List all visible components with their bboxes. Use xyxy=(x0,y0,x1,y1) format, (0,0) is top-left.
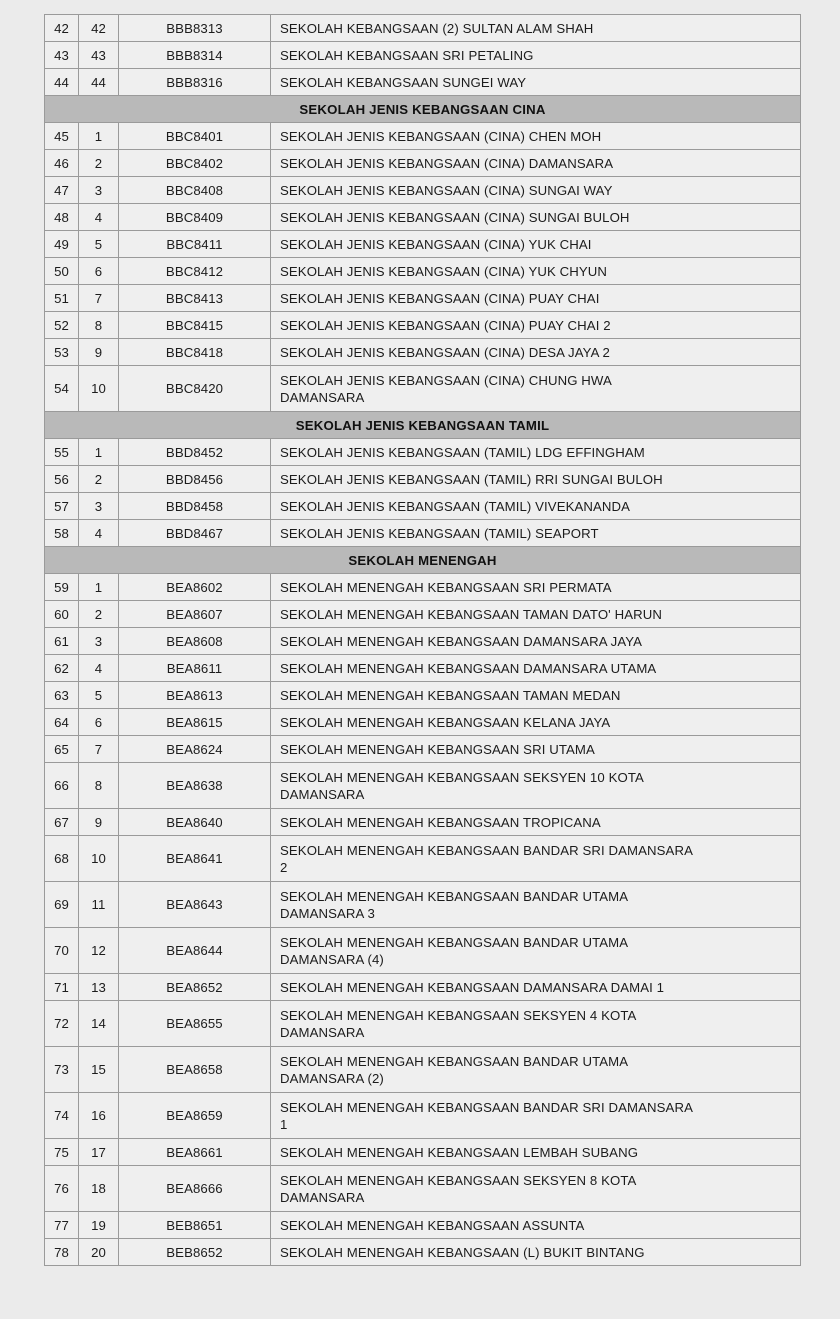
cell-school-code: BEA8643 xyxy=(119,882,271,928)
cell-school-code: BEA8659 xyxy=(119,1093,271,1139)
cell-sub-number: 4 xyxy=(79,655,119,682)
school-list-body xyxy=(45,15,801,1266)
cell-school-name: SEKOLAH MENENGAH KEBANGSAAN SRI UTAMA xyxy=(271,736,801,763)
cell-sub-number: 1 xyxy=(79,123,119,150)
cell-running-number: 68 xyxy=(45,836,79,882)
cell-school-code: BBC8413 xyxy=(119,285,271,312)
cell-running-number: 45 xyxy=(45,123,79,150)
cell-sub-number: 10 xyxy=(79,836,119,882)
cell-school-code: BBD8458 xyxy=(119,493,271,520)
table-row xyxy=(45,15,801,42)
cell-sub-number: 4 xyxy=(79,204,119,231)
cell-school-code: BBC8411 xyxy=(119,231,271,258)
cell-running-number: 77 xyxy=(45,1212,79,1239)
cell-school-code: BBD8452 xyxy=(119,439,271,466)
cell-school-code: BEA8624 xyxy=(119,736,271,763)
table-row xyxy=(45,312,801,339)
section-header-row xyxy=(45,96,801,123)
cell-sub-number: 2 xyxy=(79,466,119,493)
cell-school-name: SEKOLAH JENIS KEBANGSAAN (CINA) CHEN MOH xyxy=(271,123,801,150)
cell-running-number: 58 xyxy=(45,520,79,547)
section-header-row xyxy=(45,412,801,439)
cell-sub-number: 5 xyxy=(79,682,119,709)
cell-running-number: 71 xyxy=(45,974,79,1001)
cell-school-name: SEKOLAH MENENGAH KEBANGSAAN (L) BUKIT BINTANG xyxy=(271,1239,801,1266)
cell-running-number: 50 xyxy=(45,258,79,285)
cell-school-code: BBB8313 xyxy=(119,15,271,42)
cell-school-code: BEA8655 xyxy=(119,1001,271,1047)
table-row xyxy=(45,366,801,412)
section-header-label: SEKOLAH MENENGAH xyxy=(45,547,801,574)
section-header-label: SEKOLAH JENIS KEBANGSAAN TAMIL xyxy=(45,412,801,439)
school-name-line-2: DAMANSARA (2) xyxy=(280,1071,384,1086)
cell-school-name: SEKOLAH KEBANGSAAN SUNGEI WAY xyxy=(271,69,801,96)
school-name-line-2: DAMANSARA xyxy=(280,1025,365,1040)
school-name-line-1: SEKOLAH MENENGAH KEBANGSAAN BANDAR SRI DAMANSARA xyxy=(280,1100,693,1115)
table-row xyxy=(45,493,801,520)
cell-school-name: SEKOLAH JENIS KEBANGSAAN (CINA) PUAY CHAI 2 xyxy=(271,312,801,339)
cell-school-name xyxy=(271,1166,801,1212)
cell-school-code: BBC8418 xyxy=(119,339,271,366)
cell-school-name: SEKOLAH MENENGAH KEBANGSAAN TROPICANA xyxy=(271,809,801,836)
cell-school-name: SEKOLAH KEBANGSAAN (2) SULTAN ALAM SHAH xyxy=(271,15,801,42)
cell-sub-number: 20 xyxy=(79,1239,119,1266)
cell-school-code: BBD8456 xyxy=(119,466,271,493)
cell-sub-number: 18 xyxy=(79,1166,119,1212)
table-row xyxy=(45,601,801,628)
cell-sub-number: 7 xyxy=(79,285,119,312)
school-list-table xyxy=(44,14,801,1266)
cell-sub-number: 17 xyxy=(79,1139,119,1166)
table-row xyxy=(45,836,801,882)
cell-school-code: BEA8615 xyxy=(119,709,271,736)
cell-running-number: 60 xyxy=(45,601,79,628)
table-row xyxy=(45,69,801,96)
table-row xyxy=(45,177,801,204)
cell-sub-number: 10 xyxy=(79,366,119,412)
cell-running-number: 65 xyxy=(45,736,79,763)
school-name-line-2: DAMANSARA (4) xyxy=(280,952,384,967)
cell-school-name xyxy=(271,836,801,882)
cell-sub-number: 11 xyxy=(79,882,119,928)
cell-school-name: SEKOLAH JENIS KEBANGSAAN (CINA) SUNGAI BULOH xyxy=(271,204,801,231)
cell-school-code: BEA8644 xyxy=(119,928,271,974)
table-row xyxy=(45,1047,801,1093)
cell-school-code: BEA8661 xyxy=(119,1139,271,1166)
table-row xyxy=(45,974,801,1001)
school-name-line-1: SEKOLAH MENENGAH KEBANGSAAN BANDAR UTAMA xyxy=(280,935,629,950)
cell-running-number: 78 xyxy=(45,1239,79,1266)
cell-school-name: SEKOLAH JENIS KEBANGSAAN (TAMIL) SEAPORT xyxy=(271,520,801,547)
cell-running-number: 74 xyxy=(45,1093,79,1139)
table-row xyxy=(45,42,801,69)
cell-sub-number: 42 xyxy=(79,15,119,42)
table-row xyxy=(45,736,801,763)
cell-school-code: BBC8409 xyxy=(119,204,271,231)
table-row xyxy=(45,1001,801,1047)
cell-sub-number: 13 xyxy=(79,974,119,1001)
cell-running-number: 63 xyxy=(45,682,79,709)
school-name-line-1: SEKOLAH MENENGAH KEBANGSAAN BANDAR SRI DAMANSARA xyxy=(280,843,693,858)
cell-running-number: 73 xyxy=(45,1047,79,1093)
cell-school-name xyxy=(271,1093,801,1139)
cell-sub-number: 9 xyxy=(79,339,119,366)
school-name-line-2: DAMANSARA xyxy=(280,787,365,802)
cell-sub-number: 2 xyxy=(79,601,119,628)
cell-school-code: BEB8651 xyxy=(119,1212,271,1239)
cell-school-name: SEKOLAH MENENGAH KEBANGSAAN LEMBAH SUBANG xyxy=(271,1139,801,1166)
school-name-line-1: SEKOLAH MENENGAH KEBANGSAAN SEKSYEN 8 KOTA xyxy=(280,1173,637,1188)
table-row xyxy=(45,709,801,736)
table-row xyxy=(45,1239,801,1266)
cell-school-code: BEA8641 xyxy=(119,836,271,882)
cell-sub-number: 9 xyxy=(79,809,119,836)
cell-sub-number: 3 xyxy=(79,493,119,520)
table-row xyxy=(45,520,801,547)
cell-running-number: 64 xyxy=(45,709,79,736)
table-row xyxy=(45,1093,801,1139)
cell-school-code: BEA8666 xyxy=(119,1166,271,1212)
cell-school-code: BBD8467 xyxy=(119,520,271,547)
school-name-line-2: 2 xyxy=(280,860,288,875)
cell-sub-number: 12 xyxy=(79,928,119,974)
school-name-line-1: SEKOLAH MENENGAH KEBANGSAAN SEKSYEN 10 KOTA xyxy=(280,770,644,785)
cell-sub-number: 3 xyxy=(79,177,119,204)
cell-school-code: BEA8602 xyxy=(119,574,271,601)
cell-sub-number: 14 xyxy=(79,1001,119,1047)
cell-sub-number: 15 xyxy=(79,1047,119,1093)
cell-school-name xyxy=(271,928,801,974)
cell-school-code: BEA8652 xyxy=(119,974,271,1001)
cell-school-code: BBC8415 xyxy=(119,312,271,339)
school-name-line-1: SEKOLAH MENENGAH KEBANGSAAN BANDAR UTAMA xyxy=(280,889,629,904)
cell-running-number: 61 xyxy=(45,628,79,655)
cell-school-code: BBC8402 xyxy=(119,150,271,177)
table-row xyxy=(45,574,801,601)
cell-school-code: BBC8420 xyxy=(119,366,271,412)
table-row xyxy=(45,1212,801,1239)
cell-school-code: BEA8608 xyxy=(119,628,271,655)
cell-running-number: 43 xyxy=(45,42,79,69)
cell-school-name: SEKOLAH JENIS KEBANGSAAN (TAMIL) RRI SUNGAI BULOH xyxy=(271,466,801,493)
cell-school-name xyxy=(271,882,801,928)
cell-school-code: BEA8640 xyxy=(119,809,271,836)
cell-sub-number: 44 xyxy=(79,69,119,96)
cell-running-number: 75 xyxy=(45,1139,79,1166)
cell-running-number: 47 xyxy=(45,177,79,204)
table-row xyxy=(45,150,801,177)
cell-sub-number: 5 xyxy=(79,231,119,258)
table-row xyxy=(45,339,801,366)
cell-school-name: SEKOLAH MENENGAH KEBANGSAAN SRI PERMATA xyxy=(271,574,801,601)
cell-sub-number: 16 xyxy=(79,1093,119,1139)
table-row xyxy=(45,439,801,466)
table-row xyxy=(45,285,801,312)
cell-school-name: SEKOLAH MENENGAH KEBANGSAAN KELANA JAYA xyxy=(271,709,801,736)
cell-running-number: 52 xyxy=(45,312,79,339)
table-row xyxy=(45,123,801,150)
cell-running-number: 55 xyxy=(45,439,79,466)
cell-sub-number: 6 xyxy=(79,709,119,736)
table-row xyxy=(45,231,801,258)
table-row xyxy=(45,763,801,809)
cell-school-name: SEKOLAH JENIS KEBANGSAAN (CINA) DESA JAYA 2 xyxy=(271,339,801,366)
cell-school-code: BEA8638 xyxy=(119,763,271,809)
table-row xyxy=(45,466,801,493)
cell-sub-number: 2 xyxy=(79,150,119,177)
table-row xyxy=(45,628,801,655)
cell-school-name xyxy=(271,1001,801,1047)
cell-running-number: 69 xyxy=(45,882,79,928)
cell-school-code: BBC8401 xyxy=(119,123,271,150)
cell-school-name xyxy=(271,1047,801,1093)
cell-school-code: BBC8408 xyxy=(119,177,271,204)
cell-school-name: SEKOLAH JENIS KEBANGSAAN (TAMIL) LDG EFFINGHAM xyxy=(271,439,801,466)
cell-school-code: BEA8607 xyxy=(119,601,271,628)
table-row xyxy=(45,1139,801,1166)
table-row xyxy=(45,928,801,974)
cell-school-code: BEA8611 xyxy=(119,655,271,682)
cell-school-name: SEKOLAH MENENGAH KEBANGSAAN DAMANSARA UTAMA xyxy=(271,655,801,682)
table-row xyxy=(45,258,801,285)
school-name-line-2: DAMANSARA xyxy=(280,1190,365,1205)
cell-sub-number: 6 xyxy=(79,258,119,285)
cell-school-code: BEA8658 xyxy=(119,1047,271,1093)
section-header-row xyxy=(45,547,801,574)
table-row xyxy=(45,1166,801,1212)
cell-running-number: 76 xyxy=(45,1166,79,1212)
school-name-line-1: SEKOLAH MENENGAH KEBANGSAAN SEKSYEN 4 KOTA xyxy=(280,1008,637,1023)
cell-school-name: SEKOLAH JENIS KEBANGSAAN (TAMIL) VIVEKANANDA xyxy=(271,493,801,520)
cell-sub-number: 8 xyxy=(79,763,119,809)
cell-sub-number: 43 xyxy=(79,42,119,69)
cell-running-number: 49 xyxy=(45,231,79,258)
cell-running-number: 67 xyxy=(45,809,79,836)
school-name-line-2: DAMANSARA 3 xyxy=(280,906,375,921)
school-name-line-2: 1 xyxy=(280,1117,288,1132)
cell-school-code: BBB8314 xyxy=(119,42,271,69)
cell-sub-number: 7 xyxy=(79,736,119,763)
table-row xyxy=(45,655,801,682)
cell-running-number: 44 xyxy=(45,69,79,96)
school-name-line-2: DAMANSARA xyxy=(280,390,365,405)
cell-school-name xyxy=(271,366,801,412)
cell-school-code: BEB8652 xyxy=(119,1239,271,1266)
cell-school-name: SEKOLAH JENIS KEBANGSAAN (CINA) PUAY CHAI xyxy=(271,285,801,312)
cell-running-number: 54 xyxy=(45,366,79,412)
cell-sub-number: 3 xyxy=(79,628,119,655)
cell-school-name: SEKOLAH MENENGAH KEBANGSAAN TAMAN MEDAN xyxy=(271,682,801,709)
cell-running-number: 53 xyxy=(45,339,79,366)
cell-school-name: SEKOLAH MENENGAH KEBANGSAAN DAMANSARA DAMAI 1 xyxy=(271,974,801,1001)
cell-school-name: SEKOLAH JENIS KEBANGSAAN (CINA) YUK CHAI xyxy=(271,231,801,258)
cell-school-name: SEKOLAH JENIS KEBANGSAAN (CINA) SUNGAI WAY xyxy=(271,177,801,204)
school-name-line-1: SEKOLAH MENENGAH KEBANGSAAN BANDAR UTAMA xyxy=(280,1054,629,1069)
cell-school-code: BBB8316 xyxy=(119,69,271,96)
table-row xyxy=(45,682,801,709)
school-name-line-1: SEKOLAH JENIS KEBANGSAAN (CINA) CHUNG HWA xyxy=(280,373,612,388)
cell-running-number: 46 xyxy=(45,150,79,177)
cell-school-name: SEKOLAH MENENGAH KEBANGSAAN DAMANSARA JAYA xyxy=(271,628,801,655)
cell-sub-number: 4 xyxy=(79,520,119,547)
cell-running-number: 42 xyxy=(45,15,79,42)
cell-school-name: SEKOLAH MENENGAH KEBANGSAAN ASSUNTA xyxy=(271,1212,801,1239)
table-row xyxy=(45,204,801,231)
cell-running-number: 72 xyxy=(45,1001,79,1047)
cell-school-name: SEKOLAH KEBANGSAAN SRI PETALING xyxy=(271,42,801,69)
section-header-label: SEKOLAH JENIS KEBANGSAAN CINA xyxy=(45,96,801,123)
table-row xyxy=(45,882,801,928)
cell-running-number: 62 xyxy=(45,655,79,682)
cell-running-number: 70 xyxy=(45,928,79,974)
cell-school-name: SEKOLAH MENENGAH KEBANGSAAN TAMAN DATO' HARUN xyxy=(271,601,801,628)
cell-running-number: 51 xyxy=(45,285,79,312)
cell-school-code: BEA8613 xyxy=(119,682,271,709)
cell-school-name: SEKOLAH JENIS KEBANGSAAN (CINA) DAMANSARA xyxy=(271,150,801,177)
cell-sub-number: 19 xyxy=(79,1212,119,1239)
cell-running-number: 56 xyxy=(45,466,79,493)
cell-running-number: 57 xyxy=(45,493,79,520)
cell-sub-number: 1 xyxy=(79,574,119,601)
table-row xyxy=(45,809,801,836)
cell-school-name xyxy=(271,763,801,809)
cell-school-name: SEKOLAH JENIS KEBANGSAAN (CINA) YUK CHYUN xyxy=(271,258,801,285)
cell-running-number: 48 xyxy=(45,204,79,231)
cell-sub-number: 1 xyxy=(79,439,119,466)
cell-running-number: 59 xyxy=(45,574,79,601)
cell-sub-number: 8 xyxy=(79,312,119,339)
cell-school-code: BBC8412 xyxy=(119,258,271,285)
cell-running-number: 66 xyxy=(45,763,79,809)
